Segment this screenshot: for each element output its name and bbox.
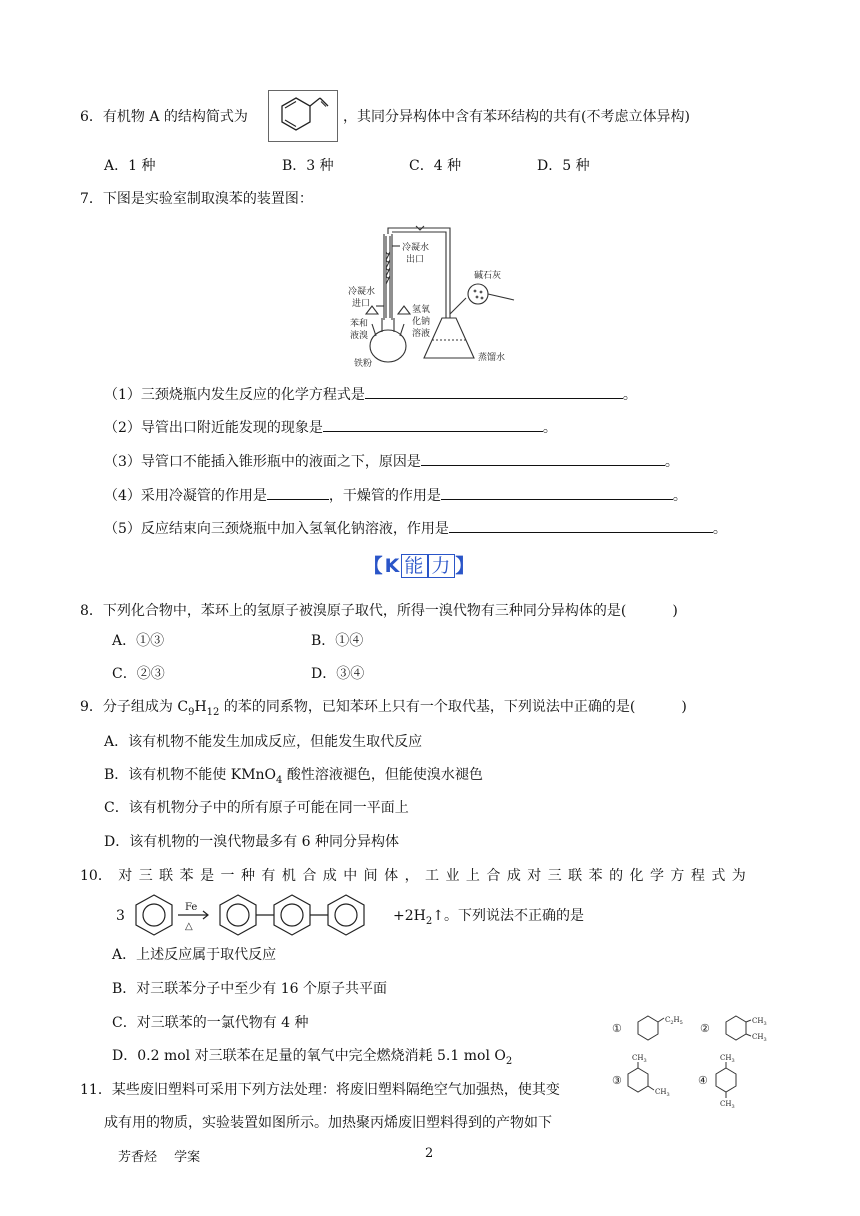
q10-product: $+2H_2↑$。下列说法不正确的是 <box>393 908 584 927</box>
structure-3-label: ③ <box>612 1074 622 1087</box>
terphenyl-reaction-equation <box>128 890 392 940</box>
q9-option-c: C．该有机物分子中的所有原子可能在同一平面上 <box>104 800 409 816</box>
label-reagent-1: 苯和 <box>350 319 369 329</box>
label-soda-lime: 碱石灰 <box>474 271 502 281</box>
q10-coefficient: 3 <box>116 908 125 924</box>
label-naoh-2: 化钠 <box>412 317 431 327</box>
q8-option-a: A．①③ <box>112 633 165 649</box>
q11-line2: 成有用的物质，实验装置如图所示。加热聚丙烯废旧塑料得到的产物如下 <box>104 1115 552 1131</box>
q9-option-b: B．该有机物不能使 KMnO$_4$ 酸性溶液褪色，但能使溴水褪色 <box>104 767 483 786</box>
svg-text:CH3: $CH_3$ <box>655 1088 670 1098</box>
q6-option-c: C．4 种 <box>409 158 462 174</box>
q6-structure-image <box>268 90 338 142</box>
svg-text:CH3: $CH_3$ <box>632 1054 647 1064</box>
q9-option-d: D．该有机物的一溴代物最多有 6 种同分异构体 <box>104 834 400 850</box>
footer-title: 芳香烃 学案 <box>118 1150 201 1165</box>
q7-sub3: （3）导管口不能插入锥形瓶中的液面之下，原因是 。 <box>104 451 679 472</box>
structure-4-label: ④ <box>698 1074 708 1087</box>
q6-stem <box>80 107 248 127</box>
q7-stem: 7．下图是实验室制取溴苯的装置图： <box>80 191 313 207</box>
q8-option-c: C．②③ <box>112 666 165 682</box>
q11-line1: 11．某些废旧塑料可采用下列方法处理：将废旧塑料隔绝空气加强热，使其变 <box>80 1082 560 1098</box>
label-water: 蒸馏水 <box>478 353 506 363</box>
q7-sub1: （1）三颈烧瓶内发生反应的化学方程式是 。 <box>104 384 637 405</box>
q6-prefix: 6．有机物 A 的结构简式为 <box>80 109 248 125</box>
q10-option-a: A．上述反应属于取代反应 <box>112 947 277 963</box>
catalyst-label: Fe <box>185 902 198 913</box>
heat-label: △ <box>185 921 193 932</box>
q7-sub4: （4）采用冷凝管的作用是 ，干燥管的作用是 。 <box>104 485 687 506</box>
q7-sub2: （2）导管出口附近能发现的现象是 。 <box>104 417 557 438</box>
q6-option-b: B．3 种 <box>282 158 334 174</box>
q10-option-d: D．0.2 mol 对三联苯在足量的氧气中完全燃烧消耗 5.1 mol $O_2$ <box>112 1048 513 1067</box>
ability-section-banner: 【K 能 力 】 <box>363 555 477 577</box>
page-number: 2 <box>425 1146 434 1161</box>
q8-stem: 8．下列化合物中，苯环上的氢原子被溴原子取代，所得一溴代物有三种同分异构体的是( ) <box>80 603 678 619</box>
label-naoh-3: 溶液 <box>412 329 431 339</box>
bromobenzene-apparatus-diagram <box>346 222 526 370</box>
q8-option-d: D．③④ <box>311 666 365 682</box>
label-naoh-1: 氢氧 <box>412 305 431 315</box>
q6-suffix: ，其同分异构体中含有苯环结构的共有(不考虑立体异构) <box>343 109 690 125</box>
label-reagent-2: 液溴 <box>350 331 369 341</box>
q9-option-a: A．该有机物不能发生加成反应，但能发生取代反应 <box>104 734 423 750</box>
q8-option-b: B．①④ <box>311 633 364 649</box>
q8-structures-figure <box>608 1010 788 1130</box>
structure-1-label: ① <box>612 1022 622 1035</box>
q6-option-d: D．5 种 <box>537 158 590 174</box>
q10-option-c: C．对三联苯的一氯代物有 4 种 <box>112 1015 309 1031</box>
q6-option-a: A．1 种 <box>104 158 156 174</box>
label-cond-out-1: 冷凝水 <box>402 243 430 253</box>
label-cond-out-2: 出口 <box>406 255 425 265</box>
svg-text:C2H5: $C_2H_5$ <box>665 1016 683 1026</box>
svg-text:CH3: $CH_3$ <box>720 1100 735 1110</box>
label-cond-in-1: 冷凝水 <box>348 287 376 297</box>
label-cond-in-2: 进口 <box>352 299 371 309</box>
label-iron: 铁粉 <box>354 359 373 369</box>
svg-text:CH3: $CH_3$ <box>720 1054 735 1064</box>
svg-text:CH3: $CH_3$ <box>752 1017 767 1027</box>
structure-2-label: ② <box>700 1022 710 1035</box>
q7-sub5: （5）反应结束向三颈烧瓶中加入氢氧化钠溶液，作用是 。 <box>104 518 727 539</box>
q10-option-b: B．对三联苯分子中至少有 16 个原子共平面 <box>112 981 388 997</box>
svg-text:CH3: $CH_3$ <box>752 1033 767 1043</box>
q9-stem: 9．分子组成为 $C_9H_{12}$ 的苯的同系物，已知苯环上只有一个取代基，下列说法中正确的是( ) <box>80 699 687 718</box>
q10-stem: 10． 对 三 联 苯 是 一 种 有 机 合 成 中 间 体 ， 工 业 上 合 成 对 三 联 苯 的 化 学 方 程 式 为 <box>80 868 746 884</box>
